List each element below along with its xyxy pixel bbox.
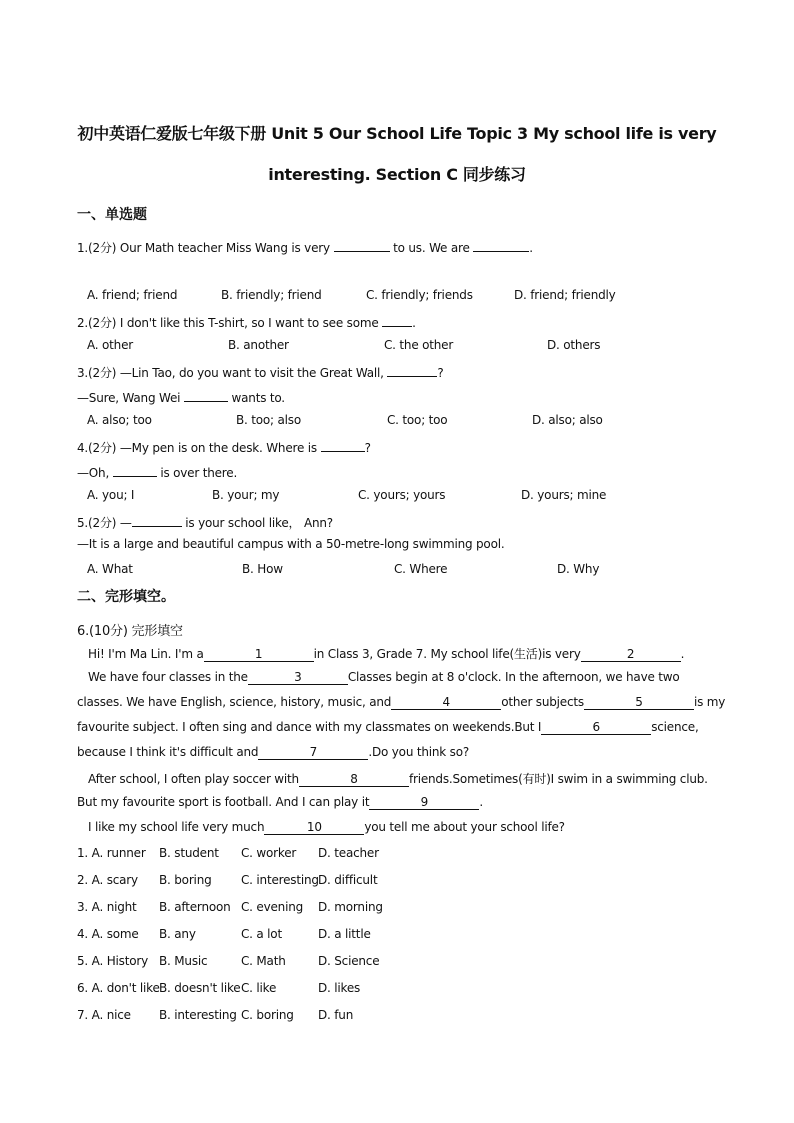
q3-option-d: D. also; also — [532, 413, 603, 427]
cloze-blank-1: 1 — [204, 648, 314, 662]
q5-option-c: C. Where — [394, 562, 448, 576]
section-heading-single-choice: 一、单选题 — [77, 207, 147, 223]
answer-7-d: D. fun — [318, 1008, 354, 1022]
q4-option-c: C. yours; yours — [358, 488, 446, 502]
question-3-reply: —Sure, Wang Wei wants to. — [77, 388, 285, 405]
q3-option-b: B. too; also — [236, 413, 301, 427]
answer-5-c: C. Math — [241, 954, 286, 968]
section-heading-cloze: 二、完形填空。 — [77, 589, 175, 605]
q4-option-a: A. you; I — [87, 488, 135, 502]
answer-4-c: C. a lot — [241, 927, 282, 941]
q3-option-a: A. also; too — [87, 413, 152, 427]
cloze-blank-7: 7 — [258, 746, 368, 760]
answer-6-a: 6. A. don't like — [77, 981, 160, 995]
q2-option-b: B. another — [228, 338, 289, 352]
answer-2-d: D. difficult — [318, 873, 378, 887]
answer-7-c: C. boring — [241, 1008, 294, 1022]
answer-5-d: D. Science — [318, 954, 380, 968]
blank — [382, 313, 412, 327]
document-title-line1: 初中英语仁爱版七年级下册 Unit 5 Our School Life Topic 3 My school life is very — [77, 124, 717, 143]
q1-option-c: C. friendly; friends — [366, 288, 473, 302]
q2-option-d: D. others — [547, 338, 601, 352]
q2-option-a: A. other — [87, 338, 133, 352]
question-4: 4.(2分) —My pen is on the desk. Where is ? — [77, 438, 371, 456]
answer-3-d: D. morning — [318, 900, 383, 914]
cloze-line-7: But my favourite sport is football. And I can play it 9 . — [77, 795, 483, 809]
answer-1-a: 1. A. runner — [77, 846, 146, 860]
question-5-reply: —It is a large and beautiful campus with a 50-metre-long swimming pool. — [77, 537, 505, 551]
answer-3-b: B. afternoon — [159, 900, 231, 914]
cloze-blank-5: 5 — [584, 696, 694, 710]
blank — [113, 463, 157, 477]
q1-option-b: B. friendly; friend — [221, 288, 322, 302]
q5-option-a: A. What — [87, 562, 133, 576]
cloze-line-4: favourite subject. I often sing and dance with my classmates on weekends.But I 6 science, — [77, 720, 699, 734]
answer-2-a: 2. A. scary — [77, 873, 138, 887]
blank — [321, 438, 365, 452]
cloze-line-1: Hi! I'm Ma Lin. I'm a 1 in Class 3, Grade 7. My school life(生活)is very 2 . — [88, 647, 685, 661]
answer-7-b: B. interesting — [159, 1008, 237, 1022]
answer-1-c: C. worker — [241, 846, 297, 860]
answer-3-a: 3. A. night — [77, 900, 137, 914]
question-1: 1.(2分) Our Math teacher Miss Wang is very to us. We are . — [77, 238, 533, 256]
cloze-line-3: classes. We have English, science, history, music, and 4 other subjects 5 is my — [77, 695, 726, 709]
answer-7-a: 7. A. nice — [77, 1008, 131, 1022]
blank — [334, 238, 390, 252]
cloze-line-2: We have four classes in the 3 Classes begin at 8 o'clock. In the afternoon, we have two — [88, 670, 680, 684]
document-title-line2: interesting. Section C 同步练习 — [268, 165, 526, 184]
blank — [184, 388, 228, 402]
answer-6-d: D. likes — [318, 981, 361, 995]
cloze-blank-3: 3 — [248, 671, 348, 685]
question-2: 2.(2分) I don't like this T-shirt, so I want to see some . — [77, 313, 416, 331]
blank — [387, 363, 437, 377]
q4-option-b: B. your; my — [212, 488, 280, 502]
question-3: 3.(2分) —Lin Tao, do you want to visit the Great Wall, ? — [77, 363, 444, 381]
answer-6-b: B. doesn't like — [159, 981, 241, 995]
answer-4-b: B. any — [159, 927, 196, 941]
q5-option-d: D. Why — [557, 562, 600, 576]
cloze-line-8: I like my school life very much 10 you tell me about your school life? — [88, 820, 565, 834]
question-5: 5.(2分) — is your school like， Ann? — [77, 513, 333, 531]
answer-1-d: D. teacher — [318, 846, 379, 860]
answer-2-c: C. interesting — [241, 873, 319, 887]
answer-1-b: B. student — [159, 846, 219, 860]
answer-4-d: D. a little — [318, 927, 371, 941]
cloze-blank-8: 8 — [299, 773, 409, 787]
q1-option-a: A. friend; friend — [87, 288, 178, 302]
q5-option-b: B. How — [242, 562, 283, 576]
question-6-heading: 6.(10分) 完形填空 — [77, 624, 183, 639]
cloze-blank-10: 10 — [264, 821, 364, 835]
cloze-blank-4: 4 — [391, 696, 501, 710]
blank — [473, 238, 529, 252]
cloze-blank-9: 9 — [369, 796, 479, 810]
question-4-reply: —Oh, is over there. — [77, 463, 237, 480]
answer-5-b: B. Music — [159, 954, 208, 968]
cloze-line-6: After school, I often play soccer with 8 friends.Sometimes(有时)I swim in a swimming club. — [88, 772, 708, 786]
cloze-blank-6: 6 — [541, 721, 651, 735]
q3-option-c: C. too; too — [387, 413, 448, 427]
q1-option-d: D. friend; friendly — [514, 288, 616, 302]
answer-2-b: B. boring — [159, 873, 212, 887]
answer-5-a: 5. A. History — [77, 954, 148, 968]
answer-4-a: 4. A. some — [77, 927, 139, 941]
blank — [132, 513, 182, 527]
cloze-blank-2: 2 — [581, 648, 681, 662]
q2-option-c: C. the other — [384, 338, 454, 352]
answer-3-c: C. evening — [241, 900, 304, 914]
cloze-line-5: because I think it's difficult and 7 .Do you think so? — [77, 745, 470, 759]
answer-6-c: C. like — [241, 981, 277, 995]
q4-option-d: D. yours; mine — [521, 488, 607, 502]
